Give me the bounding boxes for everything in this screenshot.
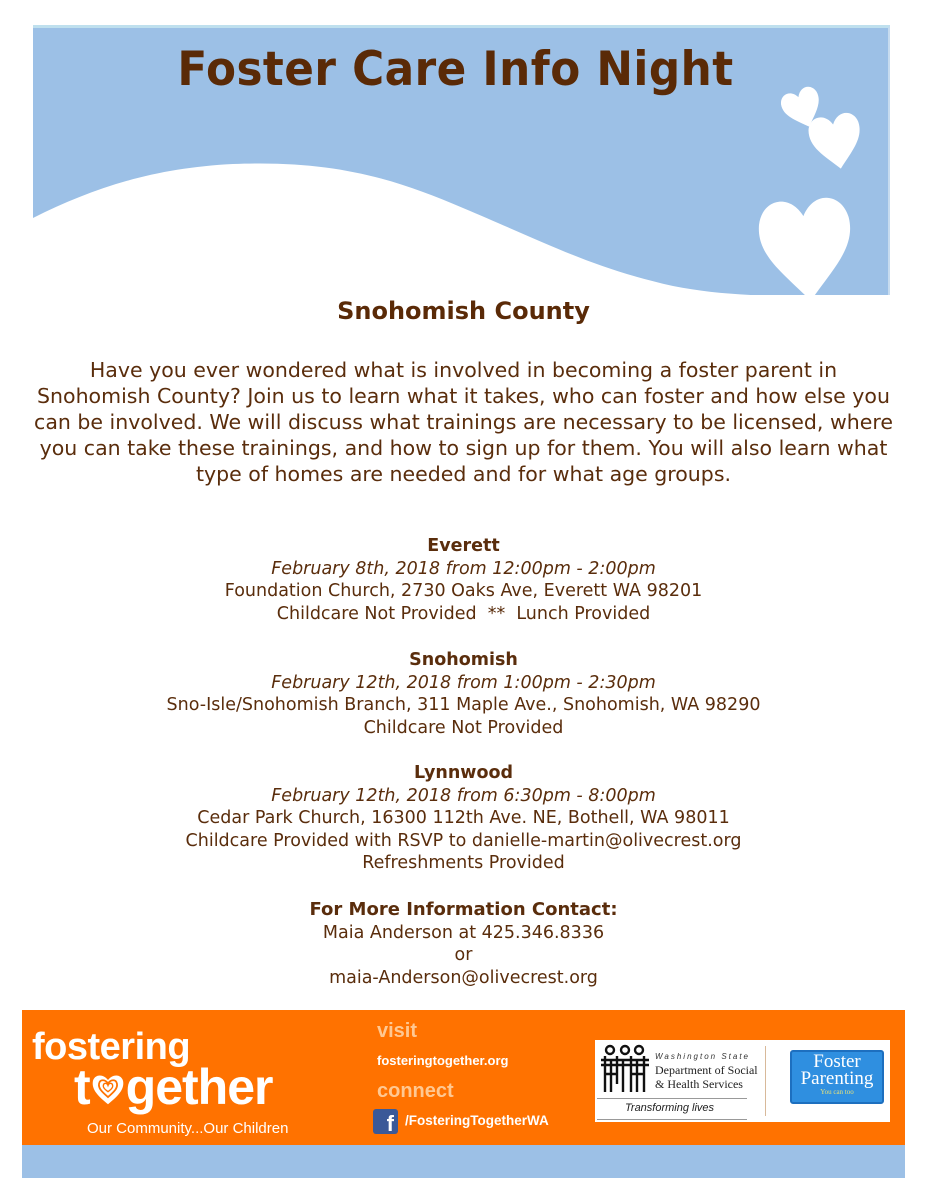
logo-divider — [765, 1046, 766, 1116]
footer-blue-strip — [22, 1145, 905, 1178]
logo-t: t — [74, 1059, 90, 1115]
partner-logos — [595, 1040, 890, 1122]
facebook-handle-link[interactable]: /FosteringTogetherWA — [405, 1113, 549, 1128]
connect-label: connect — [377, 1080, 454, 1102]
heart-icon-large — [756, 191, 856, 295]
heart-icon-small-middle — [808, 110, 864, 172]
divider-line — [597, 1098, 747, 1099]
event-address: Sno-Isle/Snohomish Branch, 311 Maple Ave., Snohomish, WA 98290 — [166, 695, 761, 715]
event-address: Cedar Park Church, 16300 112th Ave. NE, Bothell, WA 98011 — [197, 808, 730, 828]
event-note: Refreshments Provided — [362, 853, 565, 873]
dshs-people-icon — [599, 1044, 651, 1094]
fostering-together-tagline: Our Community...Our Children — [87, 1120, 289, 1137]
event-lynnwood — [0, 762, 927, 875]
event-note: Childcare Not Provided — [363, 717, 564, 738]
county-heading: Snohomish County — [337, 297, 590, 325]
event-city: Snohomish — [409, 650, 518, 670]
fp-line1: Foster — [813, 1051, 861, 1072]
event-note-rsvp[interactable]: Childcare Provided with RSVP to danielle-martin@olivecrest.org — [185, 830, 742, 851]
dshs-state: Washington State — [655, 1052, 751, 1061]
event-city: Lynnwood — [413, 763, 514, 783]
fostering-together-logo-line1: fostering — [32, 1026, 191, 1068]
contact-section — [0, 899, 927, 989]
dshs-dept-line2: & Health Services — [655, 1077, 743, 1091]
footer-banner — [22, 1010, 905, 1145]
contact-heading: For More Information Contact: — [309, 899, 618, 920]
event-snohomish — [0, 649, 927, 739]
dshs-tagline: Transforming lives — [625, 1102, 715, 1114]
dshs-department — [655, 1063, 758, 1091]
fp-line3: You can too — [820, 1088, 854, 1096]
contact-or: or — [454, 945, 473, 965]
event-note: Childcare Not Provided ** Lunch Provided — [276, 603, 651, 624]
page-title: Foster Care Info Night — [177, 42, 734, 97]
intro-paragraph: Have you ever wondered what is involved in becoming a foster parent in Snohomish County? Join us to learn what it takes, who can foster and how else you can be involved. We will discuss what trainings are necessary to be licensed, where you can take these trainings, and how to sign up for them. You will also learn what type of homes are needed and for what age groups. — [34, 358, 893, 486]
fp-line2: Parenting — [800, 1068, 874, 1089]
foster-parenting-logo — [790, 1050, 884, 1104]
event-date: February 8th, 2018 from 12:00pm - 2:00pm — [271, 558, 656, 579]
divider-line — [597, 1119, 747, 1120]
visit-url-link[interactable]: fosteringtogether.org — [377, 1053, 509, 1068]
fostering-together-logo-line2 — [74, 1059, 273, 1115]
header-banner — [33, 25, 890, 295]
event-address: Foundation Church, 2730 Oaks Ave, Everett WA 98201 — [224, 581, 703, 601]
logo-gether: gether — [125, 1059, 273, 1115]
event-date: February 12th, 2018 from 6:30pm - 8:00pm — [271, 785, 656, 806]
visit-label: visit — [377, 1020, 418, 1042]
event-city: Everett — [427, 536, 500, 556]
dshs-dept-line1: Department of Social — [655, 1063, 758, 1077]
facebook-icon[interactable]: f — [373, 1109, 398, 1134]
event-date: February 12th, 2018 from 1:00pm - 2:30pm — [271, 672, 656, 693]
heart-o-icon — [90, 1072, 126, 1106]
contact-phone[interactable]: Maia Anderson at 425.346.8336 — [322, 922, 605, 943]
contact-email[interactable]: maia-Anderson@olivecrest.org — [329, 967, 598, 988]
event-everett — [0, 535, 927, 625]
